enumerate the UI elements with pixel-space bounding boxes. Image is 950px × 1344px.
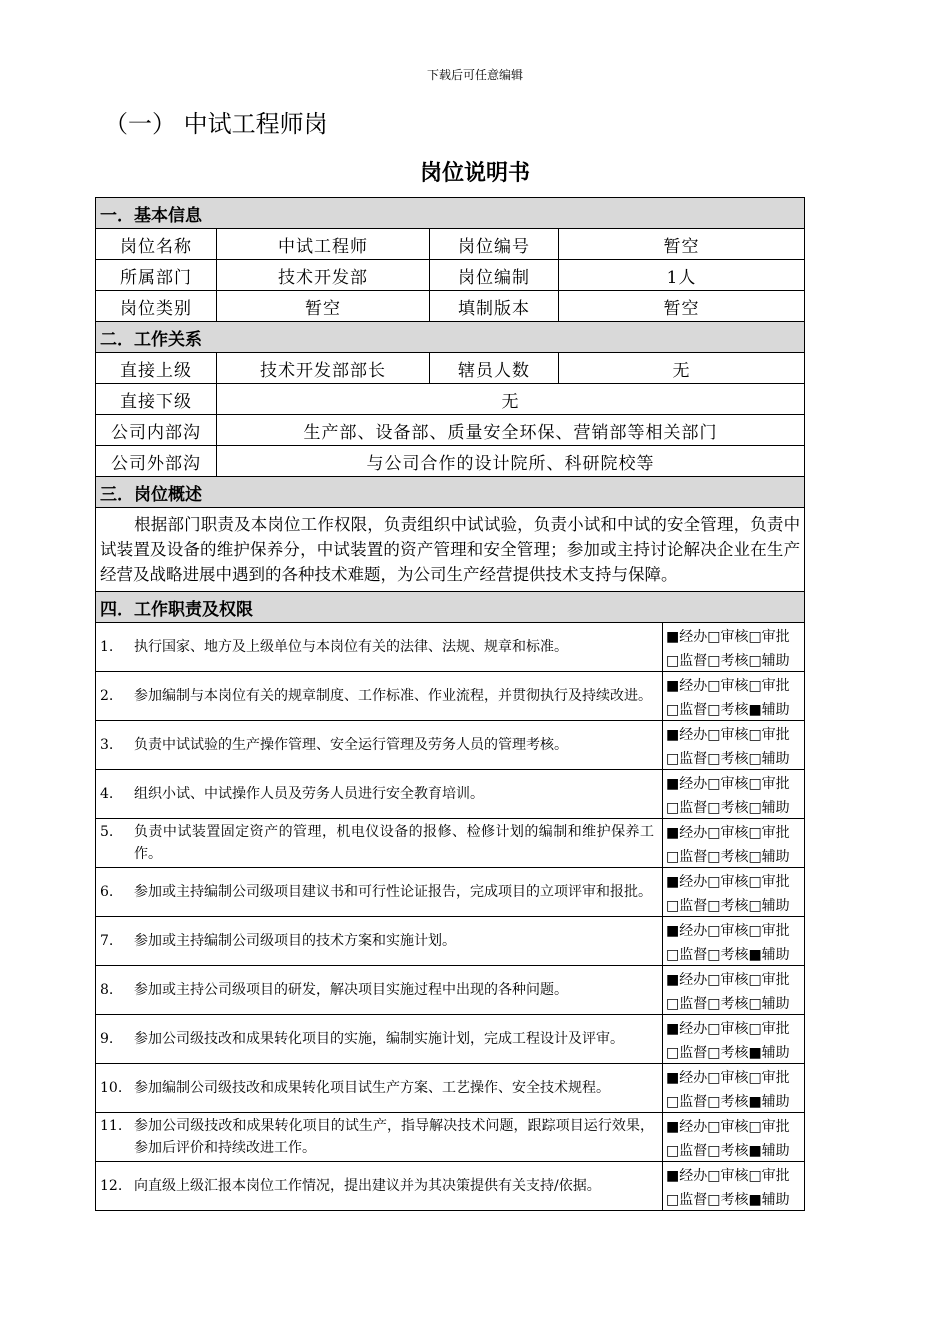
duty-text-cell (96, 1113, 663, 1162)
header-note: 下载后可任意编辑 (426, 68, 523, 82)
authority-line-2: □监督□考核□辅助 (666, 849, 790, 865)
duty-text: 参加公司级技改和成果转化项目的试生产，指导解决技术问题，跟踪项目运行效果，参加后评价和持续改进工作。 (134, 1118, 654, 1156)
duty-authority-cell (663, 721, 805, 770)
relations-heading-row (96, 322, 805, 353)
duty-text-cell (96, 1015, 663, 1064)
authority-line-2: □监督□考核□辅助 (666, 751, 790, 767)
duty-text-cell (96, 966, 663, 1015)
duty-authority-cell (663, 868, 805, 917)
authority-line-1: ■经办□审核□审批 (666, 1119, 790, 1135)
duty-number: 1. (100, 639, 114, 655)
authority-line-1: ■经办□审核□审批 (666, 874, 790, 890)
duty-row (96, 770, 805, 819)
authority-line-1: ■经办□审核□审批 (666, 776, 790, 792)
overview-heading: 三．岗位概述 (96, 477, 805, 508)
duty-row (96, 1064, 805, 1113)
duty-row (96, 917, 805, 966)
authority-line-2: □监督□考核□辅助 (666, 653, 790, 669)
label-cell: 岗位类别 (96, 291, 217, 322)
duty-text: 负责中试装置固定资产的管理，机电仪设备的报修、检修计划的编制和维护保养工作。 (134, 824, 654, 862)
label-cell: 所属部门 (96, 260, 217, 291)
duty-authority-cell (663, 623, 805, 672)
duty-number: 12. (100, 1178, 123, 1194)
value-cell: 中试工程师 (217, 229, 430, 260)
duty-row (96, 819, 805, 868)
duty-number: 2. (100, 688, 114, 704)
value-cell: 暂空 (559, 291, 805, 322)
duty-text: 参加或主持编制公司级项目的技术方案和实施计划。 (134, 933, 456, 949)
label-cell: 岗位编制 (430, 260, 559, 291)
authority-line-2: □监督□考核■辅助 (666, 947, 790, 963)
external-label: 公司外部沟 (96, 446, 217, 477)
duty-row (96, 1113, 805, 1162)
duty-text: 参加或主持编制公司级项目建议书和可行性论证报告，完成项目的立项评审和报批。 (134, 884, 652, 900)
basic-info-row (96, 260, 805, 291)
duty-text-cell (96, 819, 663, 868)
external-value: 与公司合作的设计院所、科研院校等 (217, 446, 805, 477)
authority-line-1: ■经办□审核□审批 (666, 923, 790, 939)
subordinate-count-label: 辖员人数 (430, 353, 559, 384)
duty-authority-cell (663, 917, 805, 966)
authority-line-1: ■经办□审核□审批 (666, 972, 790, 988)
duty-number: 4. (100, 786, 114, 802)
subordinate-count-value: 无 (559, 353, 805, 384)
authority-line-2: □监督□考核□辅助 (666, 898, 790, 914)
superior-value: 技术开发部部长 (217, 353, 430, 384)
duty-authority-cell (663, 1064, 805, 1113)
authority-line-1: ■经办□审核□审批 (666, 1021, 790, 1037)
duty-text: 参加或主持公司级项目的研发，解决项目实施过程中出现的各种问题。 (134, 982, 568, 998)
authority-line-2: □监督□考核□辅助 (666, 996, 790, 1012)
duty-row (96, 721, 805, 770)
duties-list (96, 623, 805, 1211)
label-cell: 岗位编号 (430, 229, 559, 260)
duty-row (96, 966, 805, 1015)
duty-number: 9. (100, 1031, 114, 1047)
relations-row (96, 446, 805, 477)
duty-row (96, 1162, 805, 1211)
authority-line-2: □监督□考核■辅助 (666, 702, 790, 718)
overview-text (96, 508, 805, 592)
relations-row (96, 384, 805, 415)
authority-line-2: □监督□考核■辅助 (666, 1143, 790, 1159)
duty-row (96, 1015, 805, 1064)
duty-row (96, 868, 805, 917)
duty-authority-cell (663, 966, 805, 1015)
duty-row (96, 623, 805, 672)
duty-number: 11. (100, 1118, 123, 1134)
duty-text-cell (96, 770, 663, 819)
duty-text: 参加编制公司级技改和成果转化项目试生产方案、工艺操作、安全技术规程。 (134, 1080, 610, 1096)
authority-line-1: ■经办□审核□审批 (666, 727, 790, 743)
duty-authority-cell (663, 672, 805, 721)
authority-line-2: □监督□考核□辅助 (666, 800, 790, 816)
overview-heading-row (96, 477, 805, 508)
duty-text-cell (96, 868, 663, 917)
label-cell: 填制版本 (430, 291, 559, 322)
duty-text: 参加公司级技改和成果转化项目的实施，编制实施计划，完成工程设计及评审。 (134, 1031, 624, 1047)
duty-text-cell (96, 1162, 663, 1211)
authority-line-2: □监督□考核■辅助 (666, 1094, 790, 1110)
duty-number: 5. (100, 824, 114, 840)
basic-info-heading: 一．基本信息 (96, 198, 805, 229)
subordinate-label: 直接下级 (96, 384, 217, 415)
duties-heading-row (96, 592, 805, 623)
duty-authority-cell (663, 1113, 805, 1162)
basic-info-row (96, 291, 805, 322)
value-cell: 暂空 (559, 229, 805, 260)
duty-text-cell (96, 623, 663, 672)
relations-row (96, 415, 805, 446)
authority-line-1: ■经办□审核□审批 (666, 825, 790, 841)
value-cell: 暂空 (217, 291, 430, 322)
authority-line-1: ■经办□审核□审批 (666, 629, 790, 645)
authority-line-2: □监督□考核■辅助 (666, 1045, 790, 1061)
basic-info-heading-row (96, 198, 805, 229)
duty-number: 10. (100, 1080, 123, 1096)
authority-line-1: ■经办□审核□审批 (666, 1070, 790, 1086)
job-description-table (95, 197, 805, 1211)
duty-text-cell (96, 721, 663, 770)
authority-line-1: ■经办□审核□审批 (666, 1168, 790, 1184)
duty-authority-cell (663, 770, 805, 819)
internal-value: 生产部、设备部、质量安全环保、营销部等相关部门 (217, 415, 805, 446)
duty-text: 负责中试试验的生产操作管理、安全运行管理及劳务人员的管理考核。 (134, 737, 568, 753)
authority-line-2: □监督□考核■辅助 (666, 1192, 790, 1208)
section-title: （一） 中试工程师岗 (104, 110, 328, 138)
superior-label: 直接上级 (96, 353, 217, 384)
duty-text-cell (96, 917, 663, 966)
value-cell: 技术开发部 (217, 260, 430, 291)
duty-text-cell (96, 1064, 663, 1113)
relations-row (96, 353, 805, 384)
duty-authority-cell (663, 1162, 805, 1211)
duties-heading: 四．工作职责及权限 (96, 592, 805, 623)
authority-line-1: ■经办□审核□审批 (666, 678, 790, 694)
duty-text: 参加编制与本岗位有关的规章制度、工作标准、作业流程，并贯彻执行及持续改进。 (134, 688, 652, 704)
overview-paragraph: 根据部门职责及本岗位工作权限，负责组织中试试验，负责小试和中试的安全管理，负责中试装置及设备的维护保养分，中试装置的资产管理和安全管理；参加或主持讨论解决企业在生产经营及战略进展中遇到的各种技术难题，为公司生产经营提供技术支持与保障。 (100, 515, 801, 584)
duty-number: 8. (100, 982, 114, 998)
duty-number: 3. (100, 737, 114, 753)
duty-number: 6. (100, 884, 114, 900)
duty-row (96, 672, 805, 721)
duty-text: 执行国家、地方及上级单位与本岗位有关的法律、法规、规章和标准。 (134, 639, 568, 655)
subordinate-value: 无 (217, 384, 805, 415)
internal-label: 公司内部沟 (96, 415, 217, 446)
duty-text: 组织小试、中试操作人员及劳务人员进行安全教育培训。 (134, 786, 484, 802)
overview-row (96, 508, 805, 592)
duty-authority-cell (663, 1015, 805, 1064)
label-cell: 岗位名称 (96, 229, 217, 260)
basic-info-row (96, 229, 805, 260)
document-title: 岗位说明书 (419, 161, 530, 186)
duty-authority-cell (663, 819, 805, 868)
duty-text: 向直级上级汇报本岗位工作情况，提出建议并为其决策提供有关支持/依据。 (134, 1178, 601, 1194)
relations-heading: 二．工作关系 (96, 322, 805, 353)
duty-text-cell (96, 672, 663, 721)
value-cell: 1人 (559, 260, 805, 291)
duty-number: 7. (100, 933, 114, 949)
